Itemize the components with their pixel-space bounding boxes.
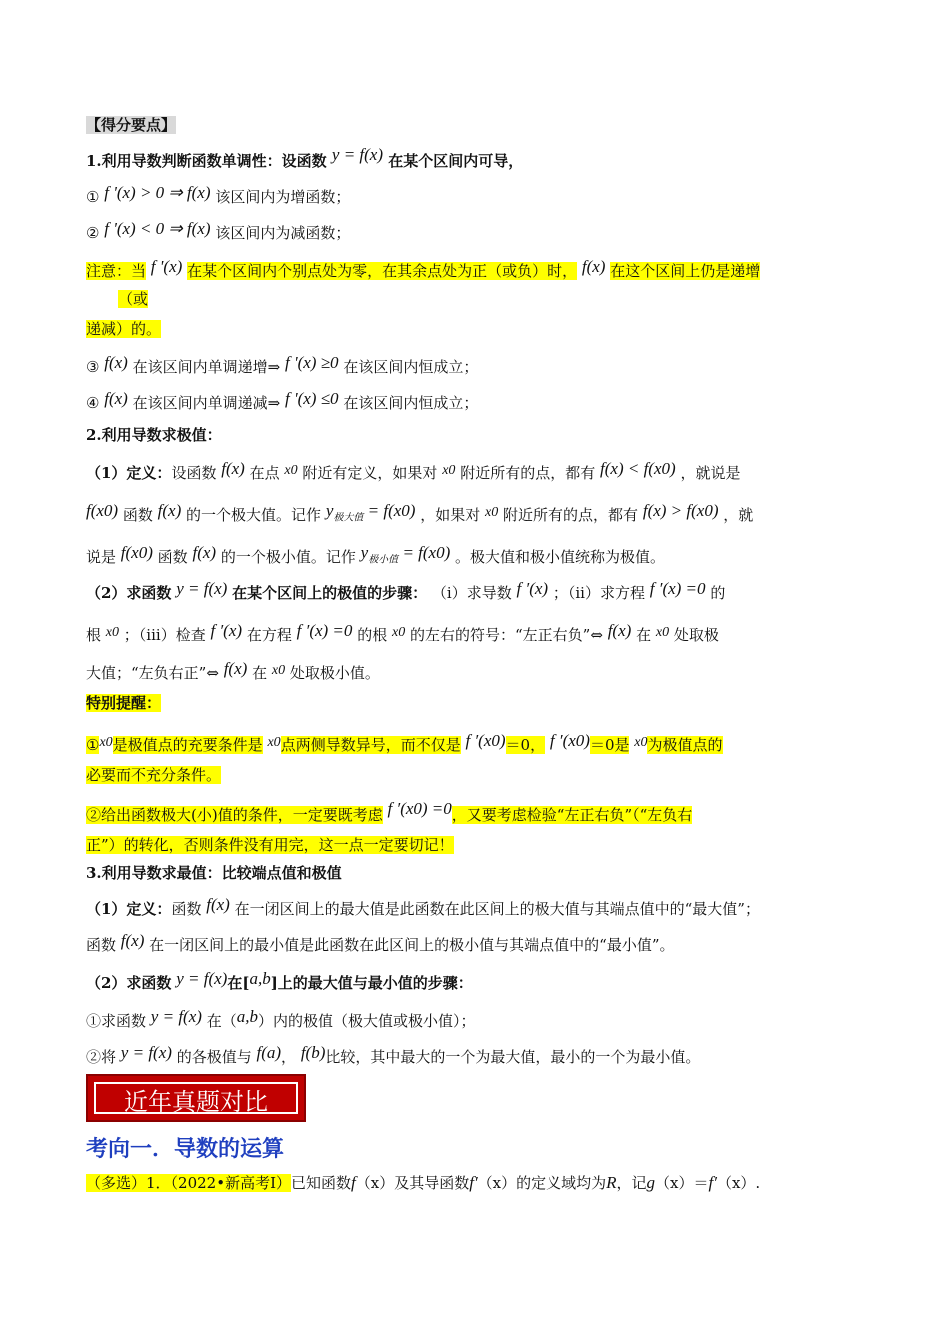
kaoxiang-heading: 考向一．导数的运算 bbox=[86, 1137, 285, 1162]
question-1 bbox=[86, 1172, 760, 1194]
math-x0: x0 bbox=[105, 625, 120, 640]
p2-steps-line1 bbox=[86, 579, 726, 604]
math-fx: f(x) bbox=[223, 659, 248, 678]
note-math: f(x) bbox=[581, 257, 606, 276]
math-yfx: y = f(x) bbox=[150, 1007, 202, 1026]
text: 已知函数 bbox=[291, 1174, 352, 1192]
p2-remind-1 bbox=[86, 731, 723, 758]
def-label: （1）定义： bbox=[86, 900, 172, 918]
text: 比较，其中最大的一个为最大值，最小的一个为最小值。 bbox=[325, 1048, 701, 1066]
math-R: R bbox=[606, 1173, 617, 1192]
p2-title bbox=[86, 424, 222, 446]
p1-title-text: 1.利用导数判断函数单调性：设函数 bbox=[86, 152, 327, 170]
remind-text: 为极值点的 bbox=[647, 736, 723, 754]
text: （i）求导数 bbox=[431, 584, 512, 602]
item-text: 在该区间内单调递增⇒ bbox=[132, 358, 281, 376]
p3-def-line2 bbox=[86, 931, 675, 956]
p1-note-cont bbox=[118, 288, 148, 310]
remind-text: ＝0是 bbox=[589, 736, 630, 754]
math-fx: f(x) bbox=[157, 501, 182, 520]
text: 处取极 bbox=[673, 626, 719, 644]
remind-number: ① bbox=[86, 736, 100, 754]
subscript-max: 极大值 bbox=[333, 512, 364, 524]
text: ②将 bbox=[86, 1048, 117, 1066]
text: （x）＝ bbox=[655, 1174, 709, 1192]
math-fx0: f(x0) bbox=[120, 543, 153, 562]
text: ）内的极值（极大值或极小值）； bbox=[257, 1012, 476, 1030]
section-header-text: 【得分要点】 bbox=[86, 116, 177, 134]
item-math: f '(x) ≤0 bbox=[284, 389, 339, 408]
text: （x）. bbox=[716, 1174, 761, 1192]
math-fb: f(b) bbox=[300, 1043, 326, 1062]
text: 处取极小值。 bbox=[289, 664, 380, 682]
p3-step-2 bbox=[86, 1043, 701, 1068]
remind-text: 点两侧导数异号，而不仅是 bbox=[280, 736, 461, 754]
text: 的左右的符号：“左正右负”⇔ bbox=[409, 626, 603, 644]
text: 函数 bbox=[86, 936, 117, 954]
math-yfx: y = f(x) bbox=[176, 579, 228, 598]
text: 附近所有的点，都有 bbox=[460, 464, 596, 482]
text: 在一闭区间上的最小值是此函数在此区间上的极小值与其端点值中的“最小值”。 bbox=[149, 936, 675, 954]
remind-text: ，又要考虑检验“左正右负”（“左负右 bbox=[451, 806, 693, 824]
item-number: ④ bbox=[86, 394, 100, 412]
math-x0: x0 bbox=[391, 625, 406, 640]
math-fx0: f(x0) bbox=[418, 543, 451, 562]
math-fpx0: f ′(x0) bbox=[465, 731, 506, 750]
remind-label: 特别提醒： bbox=[86, 694, 162, 712]
note-text: 注意：当 bbox=[86, 262, 147, 280]
math-fx: f(x) bbox=[192, 543, 217, 562]
math-fpx: f ′(x) bbox=[516, 579, 549, 598]
note-math: f '(x) bbox=[150, 257, 183, 276]
p3-def-line1 bbox=[86, 895, 760, 920]
math-yfx: y = f(x) bbox=[120, 1043, 172, 1062]
item-number: ③ bbox=[86, 358, 100, 376]
p1-title-text2: 在某个区间内可导， bbox=[388, 152, 524, 170]
item-text: 在该区间内单调递减⇒ bbox=[132, 394, 281, 412]
steps-label: ]上的最大值与最小值的步骤： bbox=[270, 974, 473, 992]
note-text: （或 bbox=[118, 290, 149, 308]
text: 根 bbox=[86, 626, 102, 644]
math-ab: a,b bbox=[249, 969, 271, 988]
remind-text: 必要而不充分条件。 bbox=[86, 766, 222, 784]
text: 在方程 bbox=[246, 626, 292, 644]
math-x0: x0 bbox=[267, 735, 281, 750]
math-fx: f(x) bbox=[120, 931, 145, 950]
p1-item-3 bbox=[86, 353, 479, 378]
math-fx0: f(x0) bbox=[86, 501, 119, 520]
text: 大值；“左负右正”⇔ bbox=[86, 664, 219, 682]
text: ；（ii）求方程 bbox=[552, 584, 645, 602]
p1-title bbox=[86, 145, 524, 172]
text: ①求函数 bbox=[86, 1012, 147, 1030]
item-math: f(x) bbox=[104, 389, 128, 408]
p1-note-end bbox=[86, 318, 161, 340]
math-fx: f(x) bbox=[221, 459, 245, 478]
text: 的一个极小值。记作 bbox=[220, 548, 356, 566]
p2-remind-2 bbox=[86, 799, 693, 826]
def-label: （1）定义： bbox=[86, 464, 172, 482]
math-ab: a,b bbox=[236, 1007, 258, 1026]
section-banner bbox=[86, 1074, 306, 1122]
p2-remind-1-cont bbox=[86, 764, 221, 786]
math-fpx-eq0: f ′(x) =0 bbox=[649, 579, 706, 598]
math-yfx: y = f(x) bbox=[176, 969, 228, 988]
steps-label: （2）求函数 bbox=[86, 974, 172, 992]
text: （x）的定义域均为 bbox=[477, 1174, 607, 1192]
steps-label: （2）求函数 bbox=[86, 584, 172, 602]
item-math: f '(x) < 0 ⇒ f(x) bbox=[104, 219, 211, 238]
math-fprime: f′ bbox=[469, 1173, 478, 1192]
text: 在 bbox=[252, 664, 268, 682]
item-text: 在该区间内恒成立； bbox=[343, 394, 479, 412]
math-fpx0: f ′(x0) bbox=[549, 731, 590, 750]
p3-title-text: 3.利用导数求最值：比较端点值和极值 bbox=[86, 864, 342, 882]
item-text: 在该区间内恒成立； bbox=[343, 358, 479, 376]
p2-def-line3: 说是 f(x0) 函数 f(x) 的一个极小值。记作 $y_{极小值} = f(x0)$ 。极大值和极小值统称为极值。 bbox=[86, 543, 666, 566]
text: 的根 bbox=[357, 626, 388, 644]
remind-text: ＝0， bbox=[505, 736, 546, 754]
text: 在（ bbox=[206, 1012, 237, 1030]
text: 附近有定义，如果对 bbox=[302, 464, 438, 482]
math-fprime: f′ bbox=[708, 1173, 717, 1192]
math-ineq: f(x) < f(x0) bbox=[600, 459, 676, 478]
text: 在点 bbox=[249, 464, 280, 482]
text: 说是 bbox=[86, 548, 117, 566]
text: 在 bbox=[636, 626, 652, 644]
p2-title-text: 2.利用导数求极值： bbox=[86, 426, 222, 444]
steps-label: 在某个区间上的极值的步骤： bbox=[232, 584, 428, 602]
p1-note bbox=[86, 257, 761, 282]
text: 的 bbox=[710, 584, 726, 602]
item-math: f '(x) ≥0 bbox=[284, 353, 339, 372]
math-f: f bbox=[351, 1173, 356, 1192]
text: ，就说是 bbox=[680, 464, 741, 482]
math-fpx0-eq0: f ′(x0) =0 bbox=[387, 799, 452, 818]
math-fx: f(x) bbox=[607, 621, 632, 640]
math-x0: x0 bbox=[284, 463, 298, 478]
math-fx: f(x) bbox=[206, 895, 230, 914]
text: 的各极值与 bbox=[176, 1048, 252, 1066]
math-x0: x0 bbox=[271, 663, 286, 678]
text: ，就 bbox=[723, 506, 754, 524]
math-x0: x0 bbox=[655, 625, 670, 640]
text: ，如果对 bbox=[420, 506, 481, 524]
p2-steps-line2 bbox=[86, 621, 719, 648]
text: 设函数 bbox=[171, 464, 217, 482]
math-x0: x0 bbox=[485, 505, 499, 520]
item-math: f '(x) > 0 ⇒ f(x) bbox=[104, 183, 211, 202]
p3-title bbox=[86, 862, 342, 884]
p2-def-line2: f(x0) 函数 f(x) 的一个极大值。记作 $y_{极大值} = f(x0)$ ，如果对 x0 附近所有的点，都有 f(x) > f(x0) ，就 bbox=[86, 501, 754, 524]
math-ineq: f(x) > f(x0) bbox=[642, 501, 719, 520]
text: 函数 bbox=[157, 548, 188, 566]
item-text: 该区间内为增函数； bbox=[215, 188, 351, 206]
p1-item-2 bbox=[86, 219, 351, 244]
p1-item-4 bbox=[86, 389, 479, 414]
p2-remind-2-cont bbox=[86, 834, 454, 856]
item-math: f(x) bbox=[104, 353, 128, 372]
text: ；（iii）检查 bbox=[123, 626, 206, 644]
banner-title: 近年真题对比 bbox=[124, 1088, 268, 1116]
note-text: 递减）的。 bbox=[86, 320, 162, 338]
text: ，记 bbox=[616, 1174, 647, 1192]
item-text: 该区间内为减函数； bbox=[215, 224, 351, 242]
math-g: g bbox=[646, 1173, 656, 1192]
remind-text: 是极值点的充要条件是 bbox=[112, 736, 263, 754]
remind-text: ②给出函数极大(小)值的条件，一定要既考虑 bbox=[86, 806, 383, 824]
math-x0: x0 bbox=[442, 463, 456, 478]
text: 函数 bbox=[122, 506, 153, 524]
math-fpx: f ′(x) bbox=[210, 621, 243, 640]
p1-item-1 bbox=[86, 183, 351, 208]
text: ， bbox=[281, 1048, 297, 1066]
math-fa: f(a) bbox=[256, 1043, 282, 1062]
p2-steps-line3 bbox=[86, 659, 380, 686]
text: 。极大值和极小值统称为极值。 bbox=[455, 548, 666, 566]
steps-label: 在[ bbox=[227, 974, 250, 992]
note-text: 在某个区间内个别点处为零，在其余点处为正（或负）时， bbox=[187, 262, 578, 280]
section-header bbox=[86, 114, 176, 136]
text: 的一个极大值。记作 bbox=[186, 506, 322, 524]
math-fpx-eq0: f ′(x) =0 bbox=[296, 621, 353, 640]
subscript-min: 极小值 bbox=[368, 554, 399, 566]
item-number: ② bbox=[86, 224, 100, 242]
remind-text: 正”）的转化，否则条件没有用完，这一点一定要切记！ bbox=[86, 836, 454, 854]
math-fx0: f(x0) bbox=[383, 501, 416, 520]
p2-def-line1 bbox=[86, 459, 741, 486]
text: （x）及其导函数 bbox=[355, 1174, 470, 1192]
math-x0: x0 bbox=[634, 735, 648, 750]
p1-title-math: y = f(x) bbox=[331, 145, 384, 164]
text: 附近所有的点，都有 bbox=[503, 506, 639, 524]
p2-remind bbox=[86, 692, 161, 714]
p3-steps-title bbox=[86, 969, 473, 994]
p3-step-1 bbox=[86, 1007, 476, 1032]
text: 函数 bbox=[171, 900, 202, 918]
question-source: （多选）1．（2022•新高考Ⅰ） bbox=[86, 1174, 291, 1192]
note-text: 在这个区间上仍是递增 bbox=[610, 262, 761, 280]
item-number: ① bbox=[86, 188, 100, 206]
math-x0: x0 bbox=[99, 735, 113, 750]
text: 在一闭区间上的最大值是此函数在此区间上的极大值与其端点值中的“最大值”； bbox=[234, 900, 760, 918]
